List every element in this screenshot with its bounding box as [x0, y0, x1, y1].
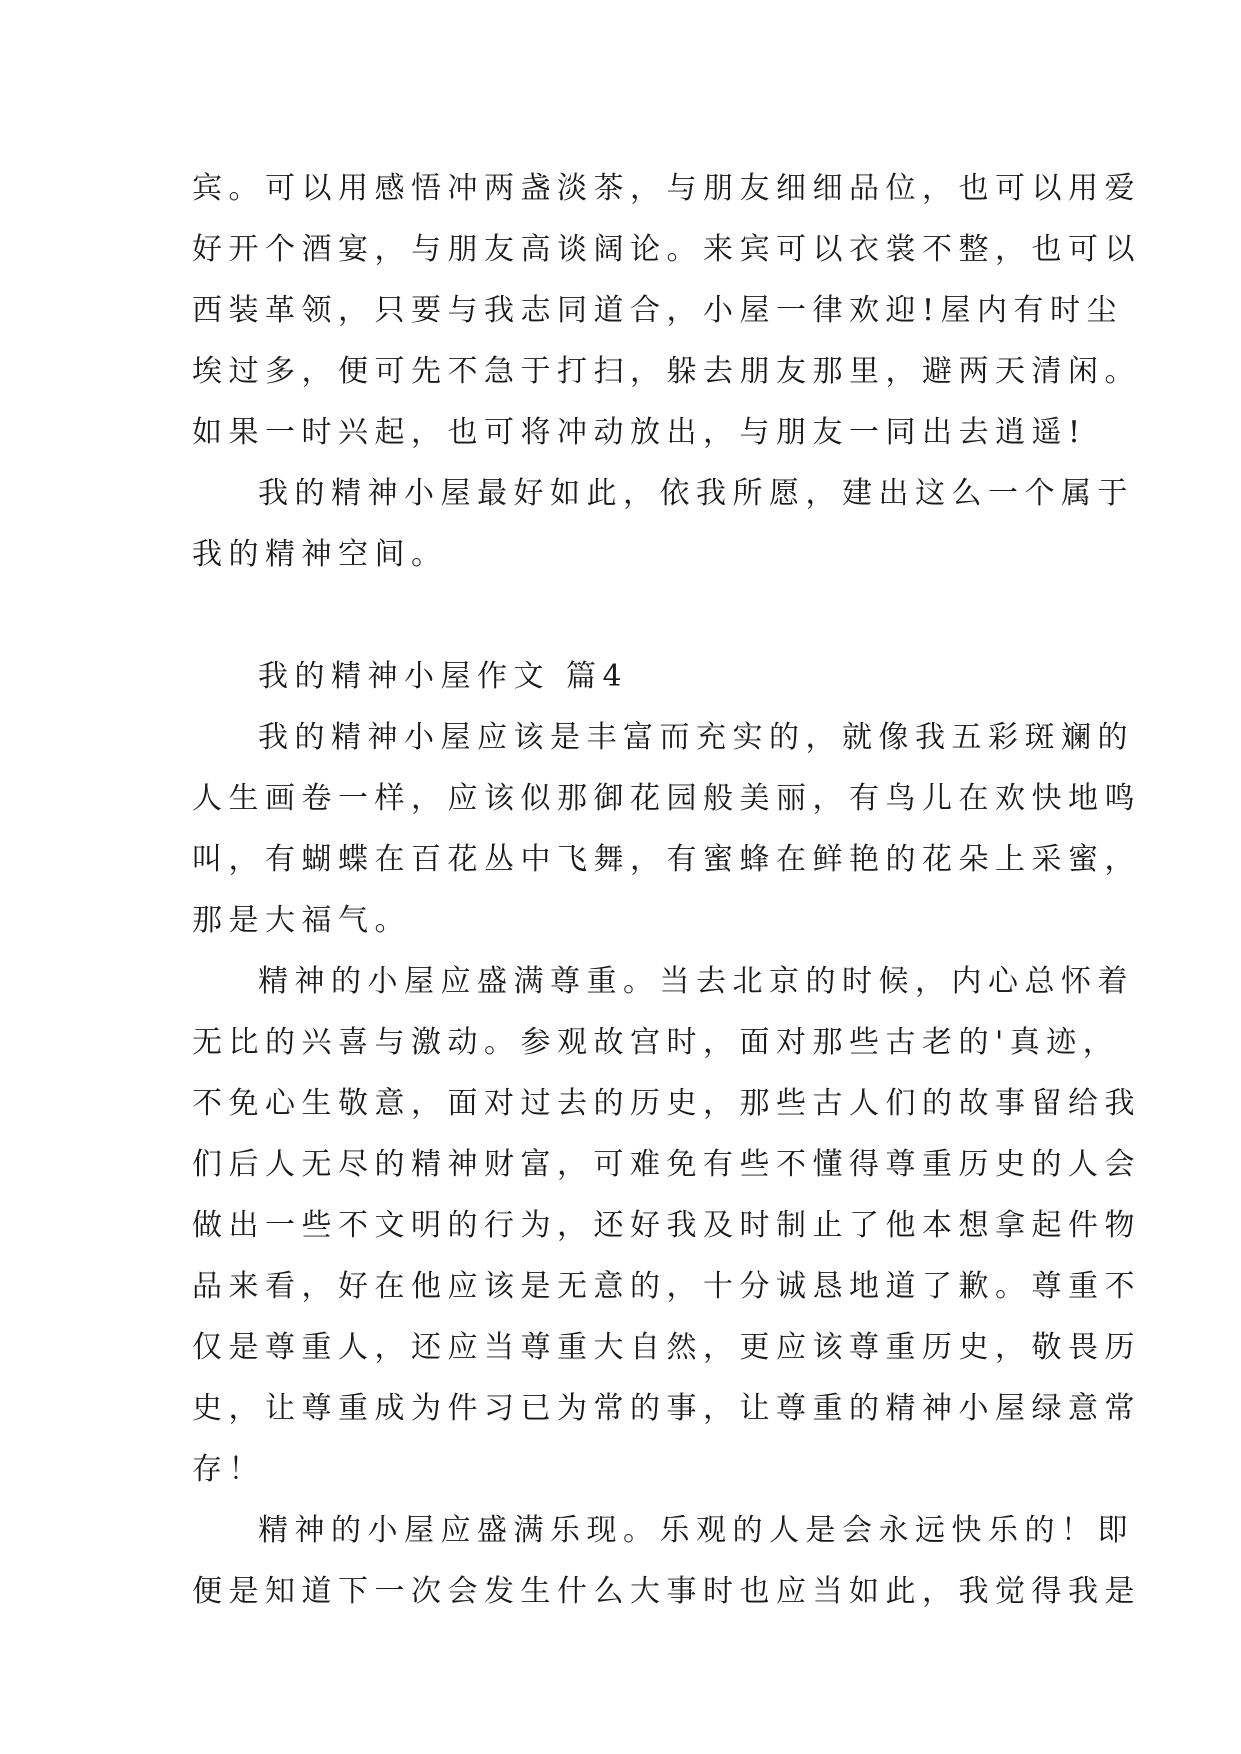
text-line: 品来看，好在他应该是无意的，十分诚恳地道了歉。尊重不: [192, 1269, 1141, 1304]
text-line: 那是大福气。: [192, 903, 411, 938]
text-line: 精神的小屋应盛满乐现。乐观的人是会永远快乐的！即: [258, 1513, 1134, 1548]
paragraph-guests: [192, 158, 1141, 463]
paragraph-conclusion: [192, 463, 1134, 585]
text-line: 如果一时兴起，也可将冲动放出，与朋友一同出去逍遥!: [192, 415, 1087, 450]
text-line: 我的精神小屋应该是丰富而充实的，就像我五彩斑斓的: [258, 720, 1134, 755]
text-line: 好开个酒宴，与朋友高谈阔论。来宾可以衣裳不整，也可以: [192, 232, 1141, 267]
text-line: 叫，有蝴蝶在百花丛中飞舞，有蜜蜂在鲜艳的花朵上采蜜，: [192, 842, 1141, 877]
text-line: 我的精神空间。: [192, 537, 448, 572]
text-line: 史，让尊重成为件习已为常的事，让尊重的精神小屋绿意常: [192, 1391, 1141, 1426]
text-line: 存！: [192, 1452, 265, 1487]
text-line: 人生画卷一样，应该似那御花园般美丽，有鸟儿在欢快地鸣: [192, 781, 1141, 816]
text-line: 埃过多，便可先不急于打扫，躲去朋友那里，避两天清闲。: [192, 354, 1141, 389]
text-line: 仅是尊重人，还应当尊重大自然，更应该尊重历史，敬畏历: [192, 1330, 1141, 1365]
text-line: 不免心生敬意，面对过去的历史，那些古人们的故事留给我: [192, 1086, 1141, 1121]
text-line: 便是知道下一次会发生什么大事时也应当如此，我觉得我是: [192, 1574, 1141, 1609]
text-line: 西装革领，只要与我志同道合，小屋一律欢迎!屋内有时尘: [192, 293, 1124, 328]
section-heading: 我的精神小屋作文 篇4: [258, 659, 629, 694]
text-line: 无比的兴喜与激动。参观故宫时，面对那些古老的'真迹，: [192, 1025, 1120, 1060]
text-line: 我的精神小屋最好如此，依我所愿，建出这么一个属于: [258, 476, 1134, 511]
document-body: [192, 158, 1141, 1622]
paragraph-optimism: [192, 1500, 1141, 1622]
paragraph-rich-life: [192, 707, 1141, 951]
paragraph-respect: [192, 951, 1141, 1500]
text-line: 精神的小屋应盛满尊重。当去北京的时候，内心总怀着: [258, 964, 1134, 999]
text-line: 宾。可以用感悟冲两盏淡茶，与朋友细细品位，也可以用爱: [192, 171, 1141, 206]
text-line: 做出一些不文明的行为，还好我及时制止了他本想拿起件物: [192, 1208, 1141, 1243]
text-line: 们后人无尽的精神财富，可难免有些不懂得尊重历史的人会: [192, 1147, 1141, 1182]
